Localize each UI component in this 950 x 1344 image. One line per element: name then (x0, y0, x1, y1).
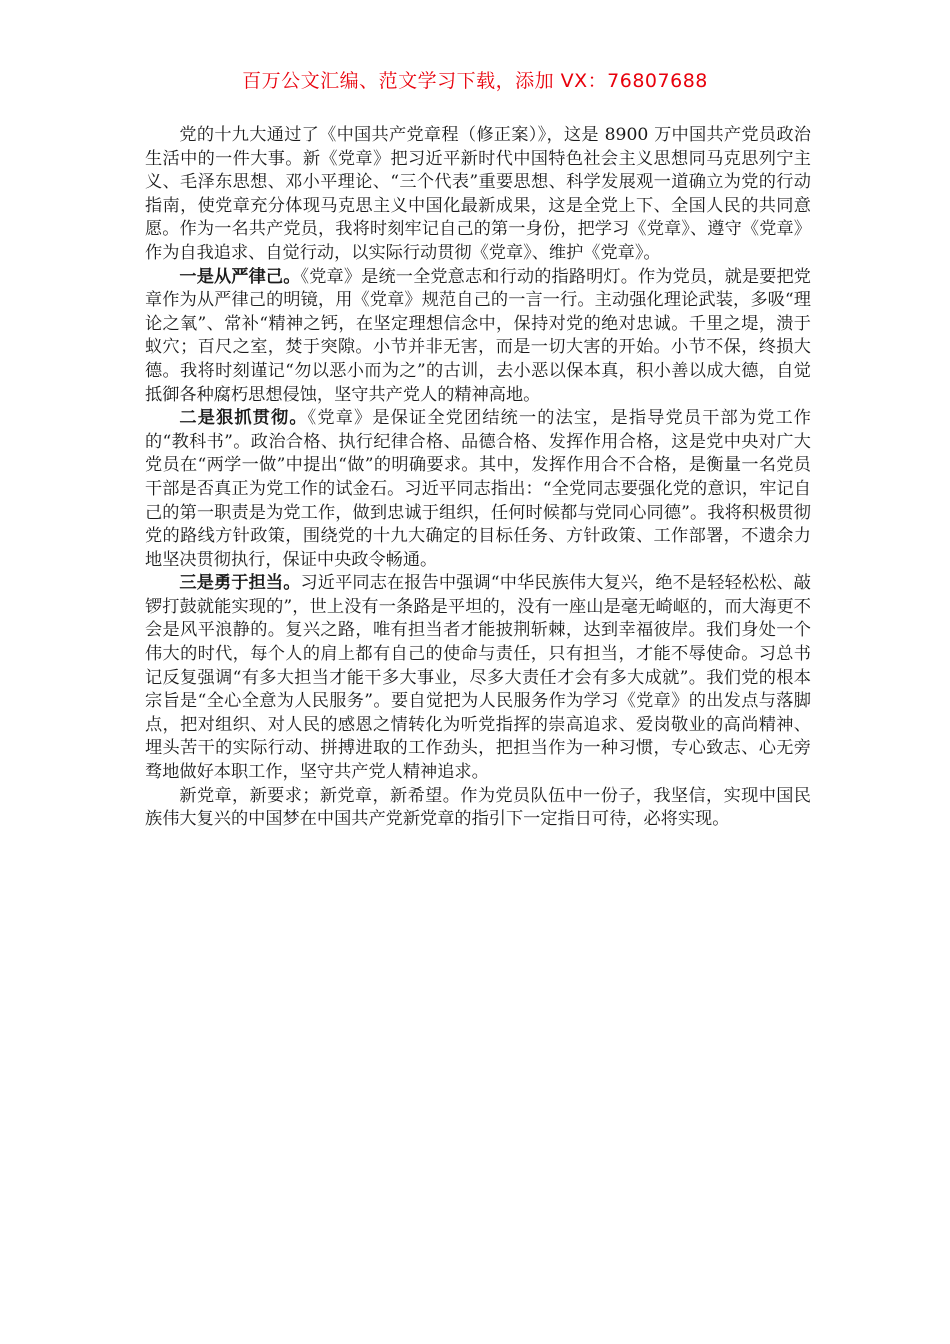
article-body (145, 124, 811, 832)
paragraph-point-2 (145, 407, 811, 572)
paragraph-intro (145, 124, 811, 266)
paragraph-text: 习近平同志在报告中强调“中华民族伟大复兴，绝不是轻轻松松、敲锣打鼓就能实现的”，世上没有一条路是平坦的，没有一座山是毫无崎岖的，而大海更不会是风平浪静的。复兴之路，唯有担当者才能披荆斩棘，达到幸福彼岸。我们身处一个伟大的时代，每个人的肩上都有自己的使命与责任，只有担当，才能不辱使命。习总书记反复强调“有多大担当才能干多大事业，尽多大责任才会有多大成就”。我们党的根本宗旨是“全心全意为人民服务”。要自觉把为人民服务作为学习《党章》的出发点与落脚点，把对组织、对人民的感恩之情转化为听党指挥的崇高追求、爱岗敬业的高尚精神、埋头苦干的实际行动、拼搏进取的工作劲头，把担当作为一种习惯，专心致志、心无旁骛地做好本职工作，坚守共产党人精神追求。 (145, 573, 811, 783)
paragraph-point-3 (145, 572, 811, 784)
paragraph-point-1 (145, 266, 811, 408)
paragraph-text: 新党章，新要求；新党章，新希望。作为党员队伍中一份子，我坚信，实现中国民族伟大复兴的中国梦在中国共产党新党章的指引下一定指日可待，必将实现。 (145, 785, 811, 830)
paragraph-lead: 一是从严律己。 (179, 266, 301, 287)
paragraph-conclusion (145, 785, 811, 832)
paragraph-lead: 三是勇于担当。 (179, 573, 301, 594)
paragraph-text: 《党章》是保证全党团结统一的法宝，是指导党员干部为党工作的“教科书”。政治合格、执行纪律合格、品德合格、发挥作用合格，这是党中央对广大党员在“两学一做”中提出“做”的明确要求。其中，发挥作用合不合格，是衡量一名党员干部是否真正为党工作的试金石。习近平同志指出：“全党同志要强化党的意识，牢记自己的第一职责是为党工作，做到忠诚于组织，任何时候都与党同心同德”。我将积极贯彻党的路线方针政策，围绕党的十九大确定的目标任务、方针政策、工作部署，不遗余力地坚决贯彻执行，保证中央政令畅通。 (145, 408, 811, 570)
paragraph-lead: 二是狠抓贯彻。 (179, 408, 308, 429)
paragraph-text: 《党章》是统一全党意志和行动的指路明灯。作为党员，就是要把党章作为从严律己的明镜，用《党章》规范自己的一言一行。主动强化理论武装，多吸“理论之氧”、常补“精神之钙，在坚定理想信念中，保持对党的绝对忠诚。千里之堤，溃于蚁穴；百尺之室，焚于突隙。小节并非无害，而是一切大害的开始。小节不保，终损大德。我将时刻谨记“勿以恶小而为之”的古训，去小恶以保本真，积小善以成大德，自觉抵御各种腐朽思想侵蚀，坚守共产党人的精神高地。 (145, 266, 811, 405)
header-banner: 百万公文汇编、范文学习下载，添加 VX：76807688 (242, 70, 708, 92)
paragraph-text: 党的十九大通过了《中国共产党章程（修正案）》，这是 8900 万中国共产党员政治生活中的一件大事。新《党章》把习近平新时代中国特色社会主义思想同马克思列宁主义、毛泽东思想、邓小平理论、“三个代表”重要思想、科学发展观一道确立为党的行动指南，使党章充分体现马克思主义中国化最新成果，这是全党上下、全国人民的共同意愿。作为一名共产党员，我将时刻牢记自己的第一身份，把学习《党章》、遵守《党章》作为自我追求、自觉行动，以实际行动贯彻《党章》、维护《党章》。 (145, 125, 811, 263)
